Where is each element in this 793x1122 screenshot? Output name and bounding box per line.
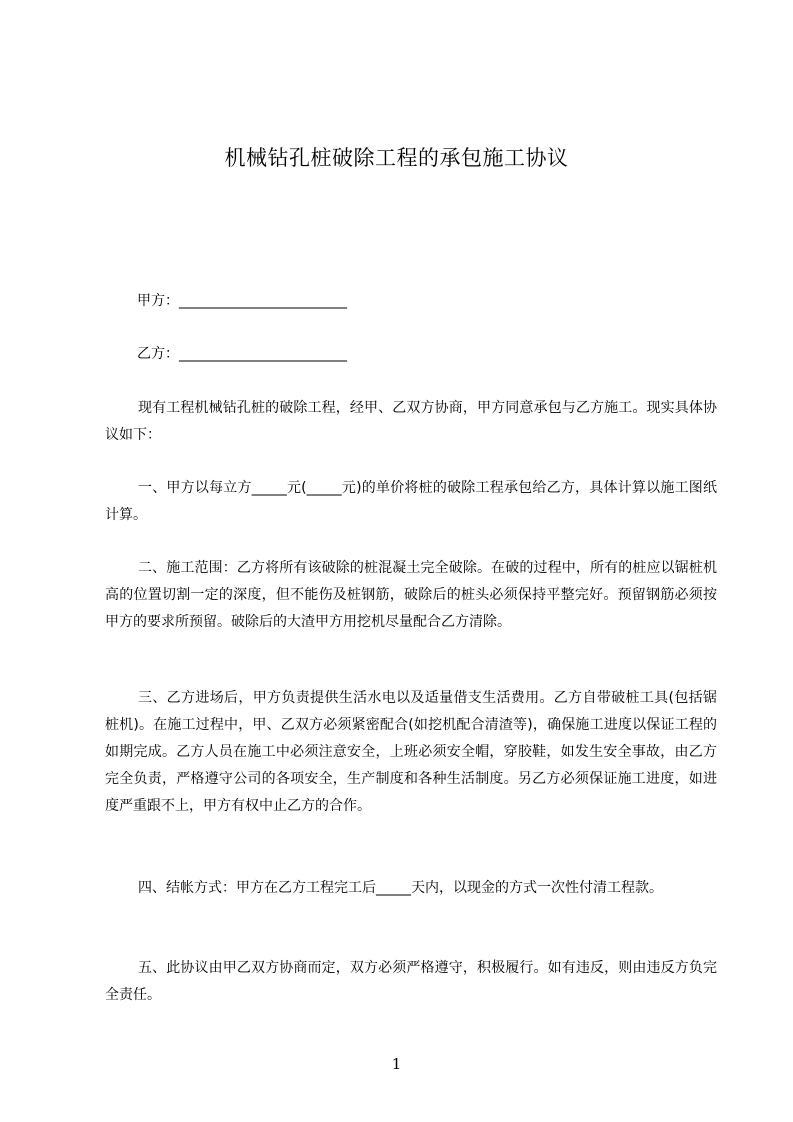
clause-3: 三、乙方进场后，甲方负责提供生活水电以及适量借支生活费用。乙方自带破桩工具(包括锯桩机)。在施工过程中，甲、乙双方必须紧密配合(如挖机配合清渣等)，确保施工进度以保证工程的如期完成。乙方人员在施工中必须注意安全，上班必须安全帽，穿胶鞋，如发生安全事故，由乙方完全负责，严格遵守公司的各项安全，生产制度和各种生活制度。另乙方必须保证施工进度，如进度严重跟不上，甲方有权中止乙方的合作。 bbox=[105, 690, 717, 814]
document-title: 机械钻孔桩破除工程的承包施工协议 bbox=[224, 146, 569, 170]
intro-paragraph: 现有工程机械钻孔桩的破除工程，经甲、乙双方协商，甲方同意承包与乙方施工。现实具体协议如下： bbox=[105, 400, 717, 443]
clause-2: 二、施工范围：乙方将所有该破除的桩混凝土完全破除。在破的过程中，所有的桩应以锯桩机高的位置切割一定的深度，但不能伤及桩钢筋，破除后的桩头必须保持平整完好。预留钢筋必须按甲方的要求所预留。破除后的大渣甲方用挖机尽量配合乙方清除。 bbox=[105, 560, 717, 630]
party-a-line: 甲方：________________________ bbox=[137, 293, 347, 309]
page-number: 1 bbox=[391, 1055, 402, 1073]
clause-4: 四、结帐方式：甲方在乙方工程完工后_____天内，以现金的方式一次性付清工程款。 bbox=[138, 880, 663, 896]
clause-5: 五、此协议由甲乙双方协商而定，双方必须严格遵守，积极履行。如有违反，则由违反方负完全责任。 bbox=[105, 960, 717, 1003]
party-b-line: 乙方：________________________ bbox=[137, 346, 347, 362]
clause-1: 一、甲方以每立方_____元(_____元)的单价将桩的破除工程承包给乙方，具体计算以施工图纸计算。 bbox=[105, 480, 717, 523]
